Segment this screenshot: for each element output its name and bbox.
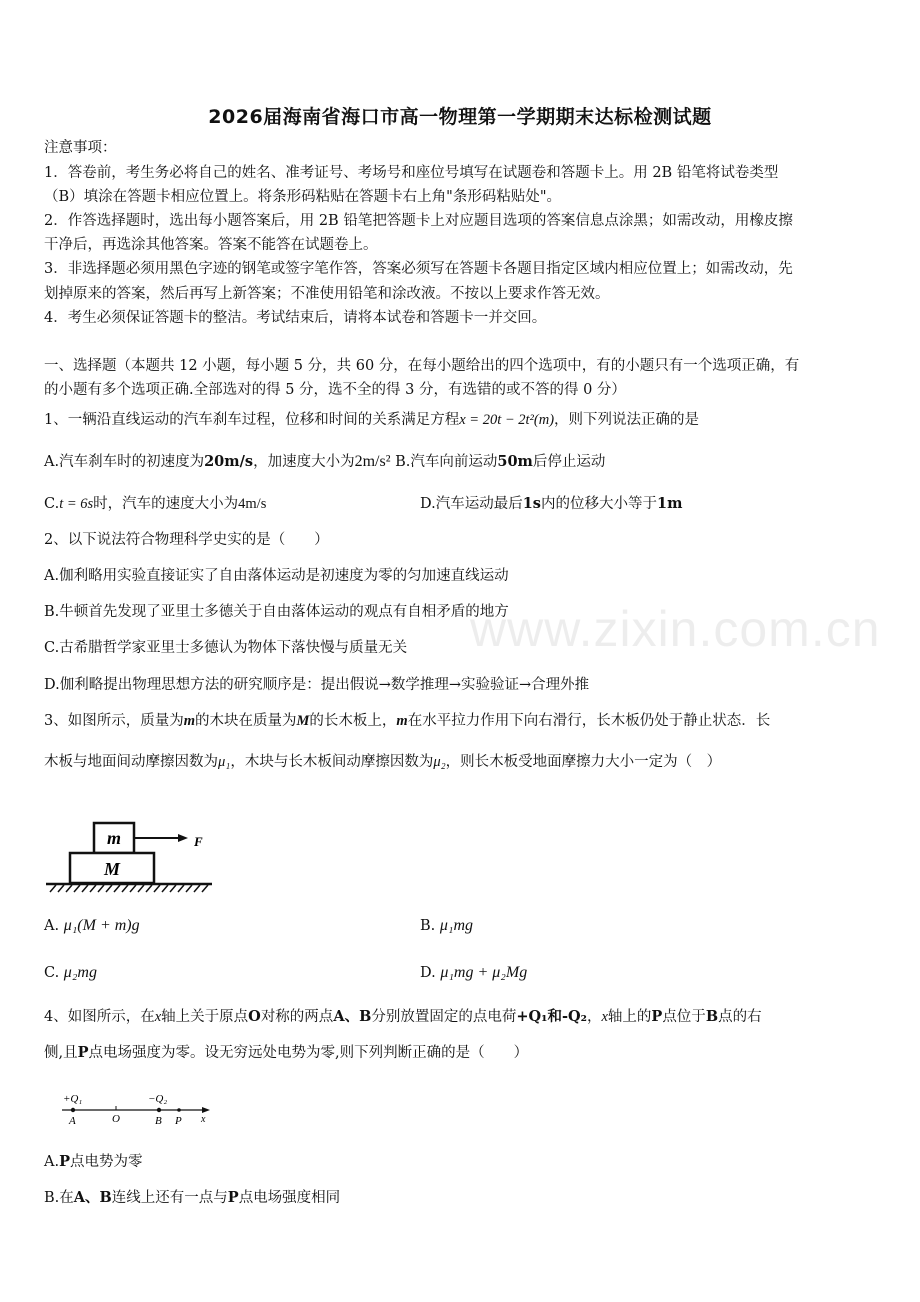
q1-option-d-time: 1s: [522, 495, 541, 512]
notice-item: （B）填涂在答题卡相应位置上。将条形码粘贴在答题卡右上角"条形码粘贴处"。: [44, 189, 561, 205]
notice-item: 干净后，再选涂其他答案。答案不能答在试题卷上。: [44, 237, 378, 253]
q4-x: x: [154, 1009, 162, 1025]
label-q2: −Q₂: [148, 1093, 168, 1105]
q4-text: B.在: [44, 1190, 74, 1206]
q2-option-b: B.牛顿首先发现了亚里士多德关于自由落体运动的观点有自相矛盾的地方: [44, 604, 509, 620]
q4-text: 点位于: [662, 1009, 706, 1025]
q3-stem-line2: [44, 751, 880, 773]
q1-option-b-text: 后停止运动: [532, 454, 606, 470]
q3-option-a-label: A.: [44, 918, 60, 934]
q3-option-b: μ₁mg: [439, 917, 474, 934]
axis-arrow: [202, 1107, 210, 1113]
q4-option-a: [44, 1151, 880, 1173]
q4-point-p: P: [59, 1153, 70, 1170]
notice-item: 划掉原来的答案，然后再写上新答案；不准使用铅笔和涂改液。不按以上要求作答无效。: [44, 286, 610, 302]
q1-option-c-text: 时，汽车的速度大小为: [93, 496, 239, 512]
q3-text: ，则长木板受地面摩擦力大小一定为（ ）: [445, 754, 722, 770]
q1-option-b: B.汽车向前运动: [395, 454, 498, 470]
q4-point-b: B: [705, 1008, 719, 1025]
section-line: 一、选择题（本题共 12 小题，每小题 5 分，共 60 分，在每小题给出的四个选项中，有的小题只有一个选项正确，有: [44, 358, 800, 374]
q4-text: 侧,且: [44, 1045, 78, 1061]
q1-option-d-value: 1m: [656, 495, 683, 512]
q1-stem: [44, 409, 880, 431]
label-q1: +Q₁: [63, 1093, 83, 1105]
q2-option-a: A.伽利略用实验直接证实了自由落体运动是初速度为零的匀加速直线运动: [44, 568, 509, 584]
notice-item: 1．答卷前，考生务必将自己的姓名、准考证号、考场号和座位号填写在试题卷和答题卡上。用 2B 铅笔将试卷类型: [44, 165, 779, 181]
q4-points: A、B: [333, 1008, 372, 1025]
q4-text: A.: [44, 1154, 60, 1170]
q4-stem-line2: [44, 1042, 880, 1064]
q4-axis-diagram: [58, 1086, 218, 1134]
q4-stem-line1: [44, 1006, 880, 1028]
q3-option-a: μ₁(M + m)g: [63, 917, 140, 934]
q4-point-p: P: [227, 1189, 239, 1206]
q1-option-d: D.汽车运动最后: [420, 496, 523, 512]
q1-equation: x = 20t − 2t²(m): [459, 412, 555, 428]
q3-text: 的长木板上，: [309, 713, 397, 729]
q1-stem-text: 1、一辆沿直线运动的汽车刹车过程，位移和时间的关系满足方程: [44, 412, 460, 428]
q3-options-ab: [44, 915, 880, 937]
q3-option-c: μ₂mg: [63, 964, 97, 981]
q4-charge2: -Q₂: [561, 1008, 587, 1025]
q1-option-c-time: t = 6s: [59, 496, 94, 512]
q1-option-a-acc: 2m/s²: [354, 453, 391, 470]
q2-option-c: C.古希腊哲学家亚里士多德认为物体下落快慢与质量无关: [44, 640, 408, 656]
arrow-head: [178, 834, 188, 842]
q1-option-a: A.汽车刹车时的初速度为: [44, 454, 205, 470]
q3-option-d: μ₁mg + μ₂Mg: [440, 964, 528, 981]
q4-origin: O: [248, 1008, 261, 1025]
q3-text: 在水平拉力作用下向右滑行，长木板仍处于静止状态．长: [407, 713, 771, 729]
q4-text: 4、如图所示，在: [44, 1009, 155, 1025]
q1-options-cd: [44, 493, 880, 515]
q3-text: 的木块在质量为: [195, 713, 297, 729]
q4-text: 点电场强度为零。设无穷远处电势为零,则下列判断正确的是（ ）: [88, 1045, 529, 1061]
q1-options-ab: [44, 451, 880, 473]
q4-text: 轴上关于原点: [161, 1009, 249, 1025]
q1-option-c-value: 4m/s: [238, 496, 267, 512]
q1-option-c: C.: [44, 496, 60, 512]
q3-text: 木板与地面间动摩擦因数为: [44, 754, 218, 770]
label-p: P: [175, 1115, 182, 1127]
ground-hatch: [50, 885, 208, 892]
q3-option-d-label: D.: [420, 965, 436, 981]
label-m: m: [106, 828, 122, 848]
q4-text: 和: [547, 1008, 562, 1025]
q4-text: 点电势为零: [70, 1154, 143, 1170]
label-a: A: [69, 1115, 76, 1127]
q3-mass-m: m: [396, 713, 408, 729]
label-M: M: [103, 859, 121, 879]
notice-item: 2．作答选择题时，选出每小题答案后，用 2B 铅笔把答题卡上对应题目选项的答案信息点涂黑；如需改动，用橡皮擦: [44, 213, 793, 229]
q4-point-p: P: [651, 1008, 663, 1025]
q1-option-a-text: ，加速度大小为: [253, 454, 355, 470]
q4-text: 分别放置固定的点电荷: [371, 1009, 517, 1025]
label-x: x: [201, 1114, 206, 1125]
q3-text: ，木块与长木板间动摩擦因数为: [230, 754, 434, 770]
q4-point-p: P: [77, 1044, 89, 1061]
q1-option-a-value: 20m/s: [204, 453, 254, 470]
section-line: 的小题有多个选项正确.全部选对的得 5 分，选不全的得 3 分，有选错的或不答的得 0 分）: [44, 382, 626, 398]
q3-options-cd: [44, 962, 880, 984]
q4-text: 轴上的: [607, 1009, 652, 1025]
label-b: B: [155, 1115, 162, 1127]
q3-mass-m: m: [183, 713, 196, 729]
label-o: O: [112, 1113, 120, 1125]
q4-x: x: [601, 1009, 608, 1025]
q4-text: 点电场强度相同: [238, 1190, 341, 1206]
q3-text: 3、如图所示，质量为: [44, 713, 184, 729]
q1-option-b-value: 50m: [497, 453, 533, 470]
q3-option-c-label: C.: [44, 965, 60, 981]
q4-text: 连线上还有一点与: [111, 1190, 228, 1206]
q3-mu2: μ₂: [433, 754, 446, 770]
q1-option-d-text: 内的位移大小等于: [540, 496, 657, 512]
charge-point-b: [157, 1108, 161, 1112]
q2-stem: 2、以下说法符合物理科学史实的是（ ）: [44, 532, 329, 548]
q4-text: 点的右: [718, 1009, 762, 1025]
q4-charge1: +Q₁: [516, 1008, 548, 1025]
q1-stem-text: ，则下列说法正确的是: [554, 412, 700, 428]
watermark: www.zixin.com.cn: [470, 601, 881, 657]
notice-heading: 注意事项：: [44, 140, 117, 156]
q2-option-d: D.伽利略提出物理思想方法的研究顺序是：提出假说→数学推理→实验验证→合理外推: [44, 677, 590, 693]
q3-option-b-label: B.: [420, 918, 436, 934]
charge-point-a: [71, 1108, 75, 1112]
q4-points: A、B: [73, 1189, 112, 1206]
q3-mu1: μ₁: [218, 754, 231, 770]
point-p: [177, 1108, 181, 1112]
label-F: F: [194, 834, 203, 849]
q3-block-diagram: [44, 818, 220, 894]
q3-mass-M: M: [296, 713, 310, 729]
q4-option-b: [44, 1187, 880, 1209]
q4-text: 对称的两点: [260, 1009, 334, 1025]
q3-stem-line1: [44, 710, 880, 732]
notice-item: 4．考生必须保证答题卡的整洁。考试结束后，请将本试卷和答题卡一并交回。: [44, 310, 547, 326]
page-title: 2026届海南省海口市高一物理第一学期期末达标检测试题: [208, 106, 712, 128]
notice-item: 3．非选择题必须用黑色字迹的钢笔或签字笔作答，答案必须写在答题卡各题目指定区域内相应位置上；如需改动，先: [44, 261, 793, 277]
q4-text: ，: [586, 1009, 602, 1025]
